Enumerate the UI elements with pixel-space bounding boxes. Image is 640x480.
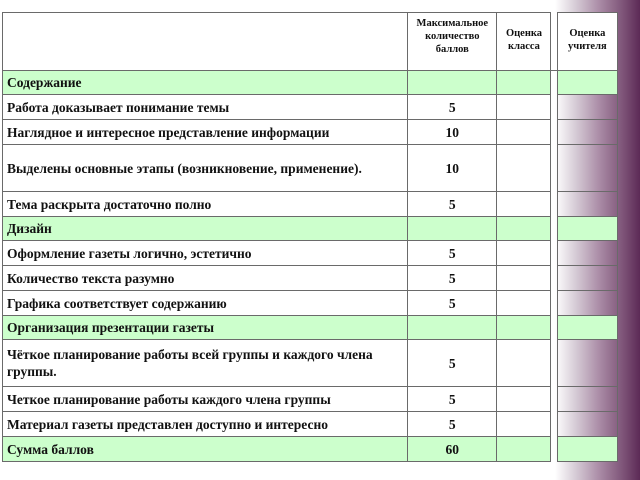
criterion-label: Оформление газеты логично, эстетично: [3, 241, 408, 266]
criterion-row: [3, 145, 618, 192]
max-score-cell: 5: [408, 95, 497, 120]
criterion-label: Четкое планирование работы каждого члена группы: [3, 387, 408, 412]
section-row: [3, 71, 618, 95]
section-label: Содержание: [3, 71, 408, 95]
section-label: Дизайн: [3, 217, 408, 241]
teacher-score-header: Оценка учителя: [557, 13, 617, 71]
teacher-score-cell[interactable]: [557, 291, 617, 316]
class-score-cell[interactable]: [497, 387, 551, 412]
class-score-cell[interactable]: [497, 145, 551, 192]
total-label: Сумма баллов: [3, 437, 408, 462]
teacher-score-cell[interactable]: [557, 340, 617, 387]
teacher-score-cell[interactable]: [557, 387, 617, 412]
teacher-score-cell[interactable]: [557, 437, 617, 462]
teacher-score-cell[interactable]: [557, 412, 617, 437]
criterion-label: Графика соответствует содержанию: [3, 291, 408, 316]
criterion-row: [3, 266, 618, 291]
teacher-score-cell[interactable]: [557, 217, 617, 241]
teacher-score-cell[interactable]: [557, 71, 617, 95]
max-score-cell: [408, 71, 497, 95]
evaluation-table: [2, 12, 618, 462]
class-score-cell[interactable]: [497, 120, 551, 145]
class-score-cell[interactable]: [497, 217, 551, 241]
criterion-row: [3, 412, 618, 437]
class-score-header: Оценка класса: [497, 13, 551, 71]
teacher-score-cell[interactable]: [557, 120, 617, 145]
criteria-header-cell: [3, 13, 408, 71]
criterion-row: [3, 291, 618, 316]
criterion-row: [3, 387, 618, 412]
criterion-label: Выделены основные этапы (возникновение, применение).: [3, 145, 408, 192]
criterion-row: [3, 192, 618, 217]
max-score-cell: 5: [408, 192, 497, 217]
class-score-cell[interactable]: [497, 316, 551, 340]
criterion-label: Чёткое планирование работы всей группы и каждого члена группы.: [3, 340, 408, 387]
teacher-score-cell[interactable]: [557, 266, 617, 291]
max-score-cell: [408, 217, 497, 241]
section-row: [3, 316, 618, 340]
criterion-label: Количество текста разумно: [3, 266, 408, 291]
class-score-cell[interactable]: [497, 95, 551, 120]
max-score-cell: 5: [408, 387, 497, 412]
teacher-score-cell[interactable]: [557, 241, 617, 266]
teacher-score-cell[interactable]: [557, 192, 617, 217]
max-score-cell: 10: [408, 145, 497, 192]
criterion-row: [3, 120, 618, 145]
max-score-cell: [408, 316, 497, 340]
class-score-cell[interactable]: [497, 437, 551, 462]
section-label: Организация презентации газеты: [3, 316, 408, 340]
table-header-row: [3, 13, 618, 71]
criterion-label: Наглядное и интересное представление информации: [3, 120, 408, 145]
class-score-cell[interactable]: [497, 266, 551, 291]
criterion-row: [3, 241, 618, 266]
class-score-cell[interactable]: [497, 412, 551, 437]
class-score-cell[interactable]: [497, 291, 551, 316]
max-score-cell: 5: [408, 340, 497, 387]
max-score-cell: 60: [408, 437, 497, 462]
criterion-label: Тема раскрыта достаточно полно: [3, 192, 408, 217]
class-score-cell[interactable]: [497, 192, 551, 217]
criterion-row: [3, 340, 618, 387]
class-score-cell[interactable]: [497, 340, 551, 387]
max-score-header: Максимальное количество баллов: [408, 13, 497, 71]
max-score-cell: 5: [408, 291, 497, 316]
criterion-row: [3, 95, 618, 120]
criterion-label: Материал газеты представлен доступно и интересно: [3, 412, 408, 437]
teacher-score-cell[interactable]: [557, 95, 617, 120]
total-row: [3, 437, 618, 462]
teacher-score-cell[interactable]: [557, 145, 617, 192]
max-score-cell: 5: [408, 241, 497, 266]
teacher-score-cell[interactable]: [557, 316, 617, 340]
section-row: [3, 217, 618, 241]
max-score-cell: 5: [408, 412, 497, 437]
max-score-cell: 10: [408, 120, 497, 145]
class-score-cell[interactable]: [497, 71, 551, 95]
class-score-cell[interactable]: [497, 241, 551, 266]
criterion-label: Работа доказывает понимание темы: [3, 95, 408, 120]
max-score-cell: 5: [408, 266, 497, 291]
